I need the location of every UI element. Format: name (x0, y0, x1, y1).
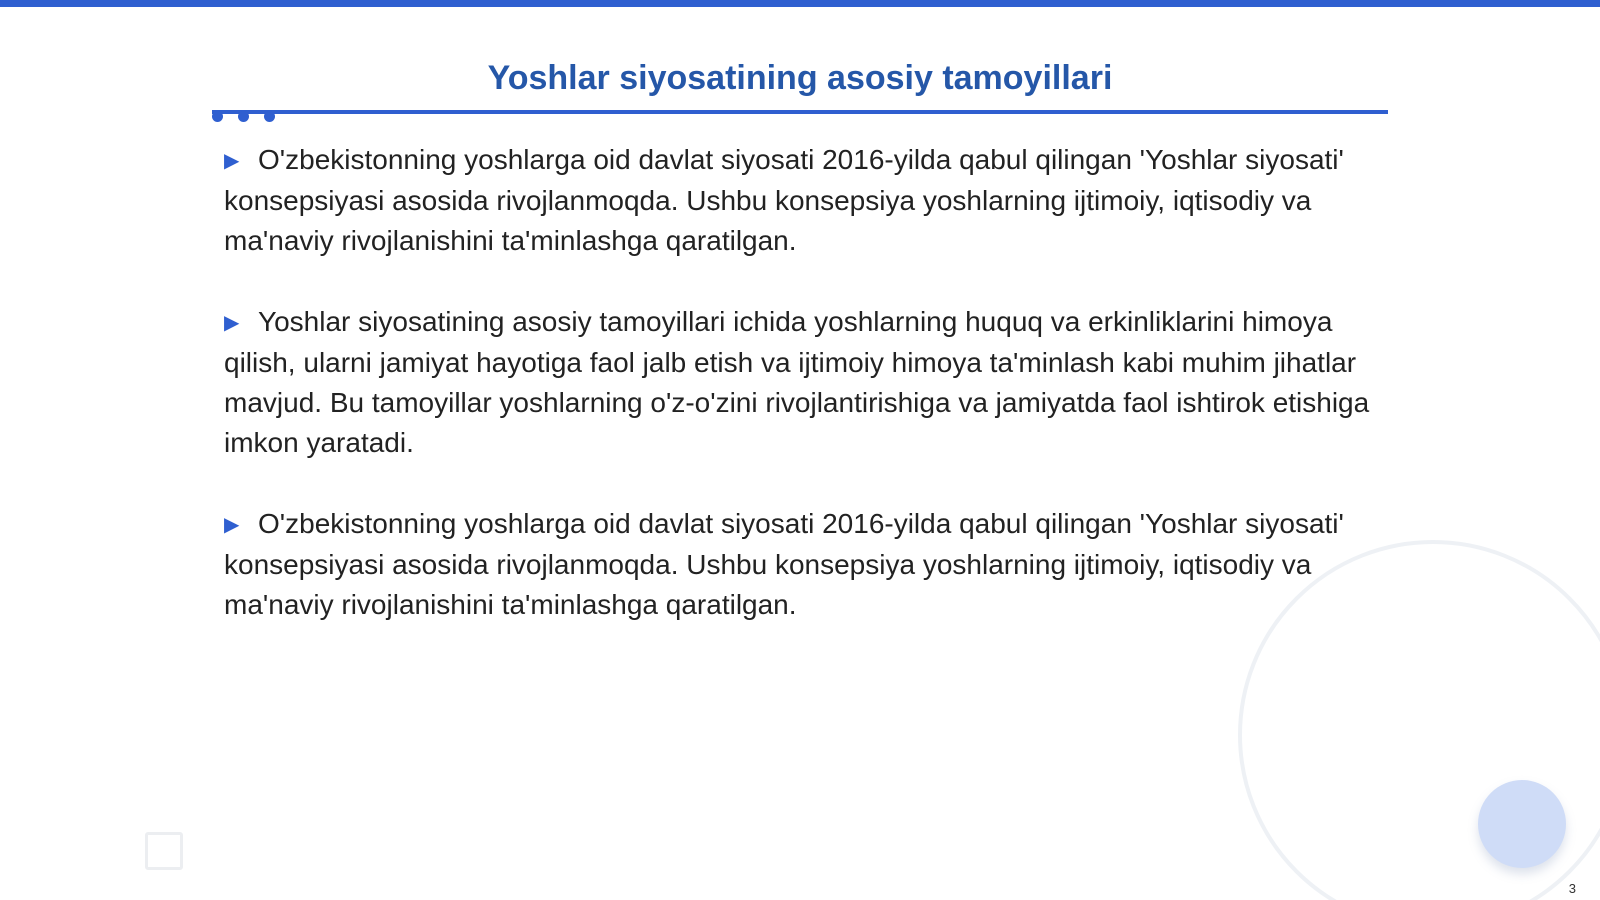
bullet-text: O'zbekistonning yoshlarga oid davlat siyosati 2016-yilda qabul qilingan 'Yoshlar siyosati' konsepsiyasi asosida rivojlanmoqda. Ushbu konsepsiya yoshlarning ijtimoiy, iqtisodiy va ma'naviy rivojlanishini ta'minlashga qaratilgan. (224, 144, 1344, 256)
underline-dots (212, 111, 282, 125)
bullet-item (224, 140, 1374, 261)
underline-dot (212, 111, 223, 122)
bullet-item (224, 302, 1374, 463)
underline-dot (238, 111, 249, 122)
decorative-circle (1478, 780, 1566, 868)
bullet-item (224, 504, 1374, 625)
bullet-text: O'zbekistonning yoshlarga oid davlat siyosati 2016-yilda qabul qilingan 'Yoshlar siyosati' konsepsiyasi asosida rivojlanmoqda. Ushbu konsepsiya yoshlarning ijtimoiy, iqtisodiy va ma'naviy rivojlanishini ta'minlashga qaratilgan. (224, 508, 1344, 620)
page-number: 3 (1568, 881, 1576, 896)
triangle-right-icon: ▶ (224, 150, 240, 172)
triangle-right-icon: ▶ (224, 514, 240, 536)
bullet-list (224, 140, 1374, 666)
title-underline (212, 110, 1388, 114)
slide-title: Yoshlar siyosatining asosiy tamoyillari (487, 59, 1113, 97)
top-accent-bar (0, 0, 1600, 7)
bullet-text: Yoshlar siyosatining asosiy tamoyillari ichida yoshlarning huquq va erkinliklarini himoya qilish, ularni jamiyat hayotiga faol jalb etish va ijtimoiy himoya ta'minlash kabi muhim jihatlar mavjud. Bu tamoyillar yoshlarning o'z-o'zini rivojlantirishiga va jamiyatda faol ishtirok etishiga imkon yaratadi. (224, 306, 1370, 458)
decorative-square (145, 832, 183, 870)
triangle-right-icon: ▶ (224, 312, 240, 334)
underline-dot (264, 111, 275, 122)
